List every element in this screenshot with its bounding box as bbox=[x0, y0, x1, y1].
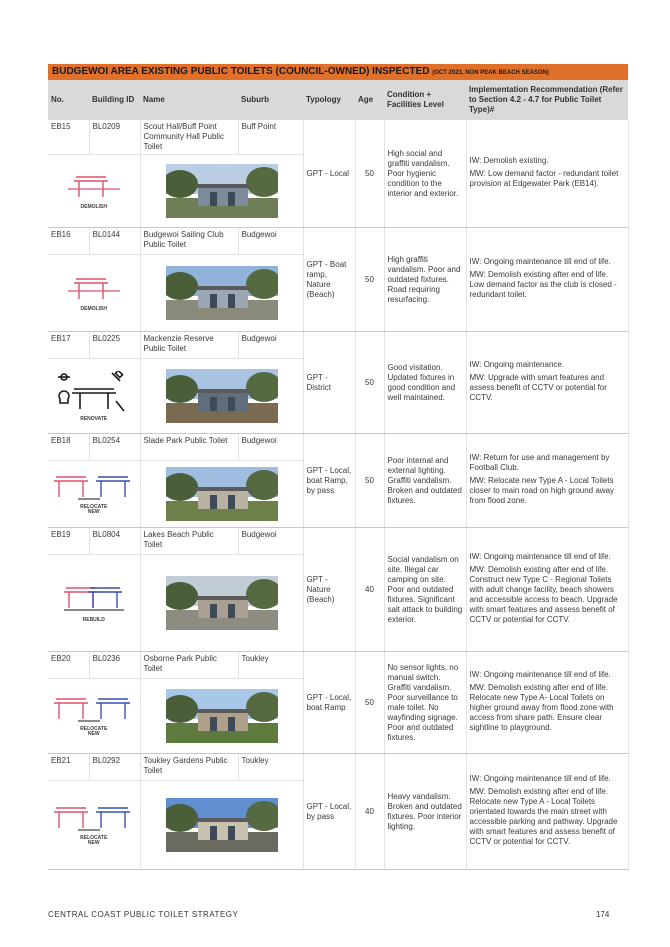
cell-age: 50 bbox=[355, 434, 384, 528]
cell-typology: GPT - District bbox=[303, 332, 355, 434]
recommendation-iw: IW: Ongoing maintenance till end of life. bbox=[469, 551, 611, 561]
cell-recommendation bbox=[466, 120, 628, 228]
cell-typology: GPT - Local, boat Ramp bbox=[303, 652, 355, 754]
col-header-typology: Typology bbox=[303, 80, 355, 120]
cell-condition: High graffiti vandalism. Poor and outdated fixtures. Road requiring resurfacing. bbox=[384, 228, 466, 332]
recommendation-iw: IW: Ongoing maintenance till end of life. bbox=[469, 669, 611, 679]
col-header-suburb: Suburb bbox=[238, 80, 303, 120]
cell-suburb: Budgewoi bbox=[238, 528, 303, 555]
cell-no: EB16 bbox=[48, 228, 89, 255]
cell-condition: No sensor lights, no manual switch. Graffiti vandalism. Poor surveillance to male toilet. No wayfinding signage. Poor and outdated fixtures. bbox=[384, 652, 466, 754]
cell-condition: Heavy vandalism. Broken and outdated fixtures. Poor interior lighting. bbox=[384, 754, 466, 870]
cell-recommendation bbox=[466, 754, 628, 870]
table-title bbox=[48, 64, 628, 80]
table-row bbox=[48, 754, 628, 781]
strategy-diagram bbox=[48, 359, 140, 434]
cell-name: Budgewoi Sailing Club Public Toilet bbox=[140, 228, 238, 255]
cell-no: EB20 bbox=[48, 652, 89, 679]
strategy-label: RELOCATE bbox=[80, 835, 108, 842]
cell-no: EB19 bbox=[48, 528, 89, 555]
table-row bbox=[48, 332, 628, 359]
cell-typology: GPT - Boat ramp, Nature (Beach) bbox=[303, 228, 355, 332]
toilet-photo bbox=[140, 555, 303, 652]
cell-name: Slade Park Public Toilet bbox=[140, 434, 238, 461]
toilet-photo bbox=[140, 359, 303, 434]
col-header-building-id: Building ID bbox=[89, 80, 140, 120]
cell-no: EB21 bbox=[48, 754, 89, 781]
cell-suburb: Budgewoi bbox=[238, 228, 303, 255]
cell-building-id: BL0236 bbox=[89, 652, 140, 679]
strategy-diagram bbox=[48, 461, 140, 528]
col-header-no: No. bbox=[48, 80, 89, 120]
table-row bbox=[48, 120, 628, 155]
cell-condition: Good visitation. Updated fixtures in good condition and well maintained. bbox=[384, 332, 466, 434]
strategy-label: REBUILD bbox=[82, 617, 105, 624]
toilet-inspection-table bbox=[48, 80, 629, 870]
cell-suburb: Budgewoi bbox=[238, 332, 303, 359]
cell-name: Mackenzie Reserve Public Toilet bbox=[140, 332, 238, 359]
toilet-photo bbox=[140, 461, 303, 528]
recommendation-iw: IW: Ongoing maintenance. bbox=[469, 359, 565, 369]
strategy-label: DEMOLISH bbox=[80, 204, 107, 211]
cell-name: Scout Hall/Buff Point Community Hall Public Toilet bbox=[140, 120, 238, 155]
table-row bbox=[48, 652, 628, 679]
cell-no: EB15 bbox=[48, 120, 89, 155]
recommendation-mw: MW: Low demand factor - redundant toilet provision at Edgewater Park (EB14). bbox=[469, 168, 619, 188]
cell-name: Lakes Beach Public Toilet bbox=[140, 528, 238, 555]
cell-building-id: BL0209 bbox=[89, 120, 140, 155]
cell-age: 50 bbox=[355, 332, 384, 434]
recommendation-mw: MW: Upgrade with smart features and assess benefit of CCTV or potential for CCTV. bbox=[469, 372, 607, 402]
toilet-photo bbox=[140, 781, 303, 870]
cell-recommendation bbox=[466, 332, 628, 434]
cell-suburb: Budgewoi bbox=[238, 434, 303, 461]
strategy-label: RELOCATE bbox=[80, 504, 108, 511]
cell-condition: Poor internal and external lighting. Graffiti vandalism. Broken and outdated fixtures. bbox=[384, 434, 466, 528]
strategy-label: RELOCATE bbox=[80, 726, 108, 733]
table-row bbox=[48, 528, 628, 555]
cell-age: 40 bbox=[355, 528, 384, 652]
cell-typology: GPT - Local, boat Ramp, by pass bbox=[303, 434, 355, 528]
toilet-photo bbox=[140, 679, 303, 754]
cell-no: EB17 bbox=[48, 332, 89, 359]
cell-suburb: Toukley bbox=[238, 754, 303, 781]
cell-building-id: BL0225 bbox=[89, 332, 140, 359]
cell-age: 50 bbox=[355, 120, 384, 228]
cell-typology: GPT - Local bbox=[303, 120, 355, 228]
strategy-label: RENOVATE bbox=[80, 416, 108, 423]
recommendation-mw: MW: Relocate new Type A - Local Toilets closer to main road on high ground away from flood zone. bbox=[469, 475, 615, 505]
recommendation-mw: MW: Demolish existing after end of life. Relocate new Type A- Local Toilets on higher ground away from flood zone with access from share path. Ensure clear sightline to playground. bbox=[469, 682, 614, 732]
cell-name: Osborne Park Public Toilet bbox=[140, 652, 238, 679]
recommendation-mw: MW: Demolish existing after end of life. Low demand factor as the club is closed - redundant toilet. bbox=[469, 269, 617, 299]
cell-building-id: BL0144 bbox=[89, 228, 140, 255]
cell-building-id: BL0292 bbox=[89, 754, 140, 781]
strategy-sublabel: NEW bbox=[87, 730, 100, 737]
strategy-diagram bbox=[48, 555, 140, 652]
cell-building-id: BL0254 bbox=[89, 434, 140, 461]
strategy-diagram bbox=[48, 255, 140, 332]
toilet-photo bbox=[140, 155, 303, 228]
recommendation-iw: IW: Ongoing maintenance till end of life. bbox=[469, 773, 611, 783]
footer-page-number: 174 bbox=[596, 910, 610, 919]
col-header-recommendation: Implementation Recommendation (Refer to Section 4.2 - 4.7 for Public Toilet Type)# bbox=[466, 80, 628, 120]
toilet-photo bbox=[140, 255, 303, 332]
recommendation-mw: MW: Demolish existing after end of life. Relocate new Type A - Local Toilets orientated towards the main street with accessible parking and pathway. Upgrade with smart features and assess benefit of CCTV or potential for CCTV. bbox=[469, 786, 618, 846]
strategy-diagram bbox=[48, 155, 140, 228]
recommendation-iw: IW: Demolish existing. bbox=[469, 155, 549, 165]
cell-recommendation bbox=[466, 652, 628, 754]
cell-name: Toukley Gardens Public Toilet bbox=[140, 754, 238, 781]
recommendation-mw: MW: Demolish existing after end of life. Construct new Type C - Regional Toilets with adult change facility, beach showers and accessible access to beach. Upgrade with smart features and assess benefit of CCTV or potential for CCTV. bbox=[469, 564, 618, 624]
cell-building-id: BL0804 bbox=[89, 528, 140, 555]
col-header-condition: Condition + Facilities Level bbox=[384, 80, 466, 120]
cell-age: 50 bbox=[355, 652, 384, 754]
recommendation-iw: IW: Return for use and management by Football Club. bbox=[469, 452, 610, 472]
col-header-age: Age bbox=[355, 80, 384, 120]
strategy-label: DEMOLISH bbox=[80, 306, 107, 313]
cell-age: 40 bbox=[355, 754, 384, 870]
table-row bbox=[48, 434, 628, 461]
footer-doc-title: CENTRAL COAST PUBLIC TOILET STRATEGY bbox=[48, 910, 239, 919]
cell-no: EB18 bbox=[48, 434, 89, 461]
table-title-note: (OCT 2023, NON PEAK BEACH SEASON) bbox=[432, 70, 549, 76]
table-row bbox=[48, 228, 628, 255]
cell-condition: High social and graffiti vandalism. Poor hygienic condition to the interior and exterior. bbox=[384, 120, 466, 228]
cell-age: 50 bbox=[355, 228, 384, 332]
strategy-diagram bbox=[48, 679, 140, 754]
table-title-text: BUDGEWOI AREA EXISTING PUBLIC TOILETS (COUNCIL-OWNED) INSPECTED bbox=[52, 66, 430, 77]
cell-typology: GPT - Local, by pass bbox=[303, 754, 355, 870]
strategy-diagram bbox=[48, 781, 140, 870]
cell-typology: GPT - Nature (Beach) bbox=[303, 528, 355, 652]
recommendation-iw: IW: Ongoing maintenance till end of life. bbox=[469, 256, 611, 266]
cell-suburb: Toukley bbox=[238, 652, 303, 679]
strategy-sublabel: NEW bbox=[87, 839, 100, 846]
cell-recommendation bbox=[466, 434, 628, 528]
cell-recommendation bbox=[466, 228, 628, 332]
table-header-row bbox=[48, 80, 628, 120]
cell-recommendation bbox=[466, 528, 628, 652]
cell-condition: Social vandalism on site. Illegal car camping on site. Poor and outdated fixtures. Significant salt attack to building exterior. bbox=[384, 528, 466, 652]
cell-suburb: Buff Point bbox=[238, 120, 303, 155]
col-header-name: Name bbox=[140, 80, 238, 120]
strategy-sublabel: NEW bbox=[87, 508, 100, 515]
